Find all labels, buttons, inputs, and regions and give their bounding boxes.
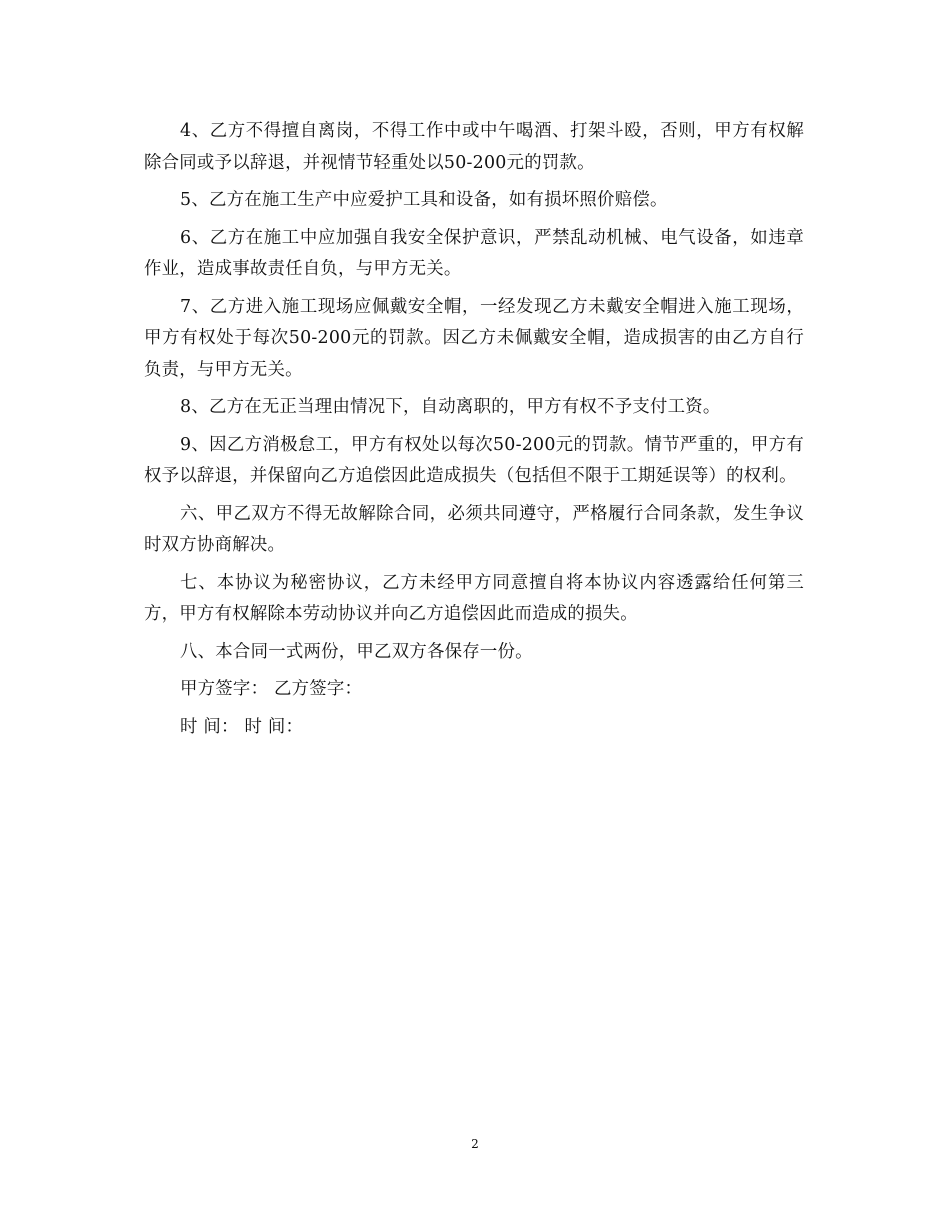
clause-6-paragraph: 6、乙方在施工中应加强自我安全保护意识，严禁乱动机械、电气设备，如违章作业，造成事故责任自负，与甲方无关。 <box>144 227 804 279</box>
document-body <box>144 116 804 749</box>
clause-9-paragraph: 9、因乙方消极怠工，甲方有权处以每次50-200元的罚款。情节严重的，甲方有权予以辞退，并保留向乙方追偿因此造成损失（包括但不限于工期延误等）的权利。 <box>144 434 804 486</box>
section-7-paragraph: 七、本协议为秘密协议，乙方未经甲方同意擅自将本协议内容透露给任何第三方，甲方有权解除本劳动协议并向乙方追偿因此而造成的损失。 <box>144 572 804 624</box>
page-number: 2 <box>471 1137 479 1151</box>
clause-8-paragraph: 8、乙方在无正当理由情况下，自动离职的，甲方有权不予支付工资。 <box>180 397 721 417</box>
section-6-paragraph: 六、甲乙双方不得无故解除合同，必须共同遵守，严格履行合同条款，发生争议时双方协商解决。 <box>144 503 804 555</box>
signature-line: 甲方签字： 乙方签字： <box>180 679 363 699</box>
date-line: 时 间： 时 间： <box>180 716 304 737</box>
section-8-paragraph: 八、本合同一式两份，甲乙双方各保存一份。 <box>180 641 533 662</box>
clause-7-paragraph: 7、乙方进入施工现场应佩戴安全帽，一经发现乙方未戴安全帽进入施工现场，甲方有权处于每次50-200元的罚款。因乙方未佩戴安全帽，造成损害的由乙方自行负责，与甲方无关。 <box>144 296 804 380</box>
clause-5-paragraph: 5、乙方在施工生产中应爱护工具和设备，如有损坏照价赔偿。 <box>180 190 668 210</box>
clause-4-paragraph: 4、乙方不得擅自离岗，不得工作中或中午喝酒、打架斗殴，否则，甲方有权解除合同或予以辞退，并视情节轻重处以50-200元的罚款。 <box>144 121 804 173</box>
